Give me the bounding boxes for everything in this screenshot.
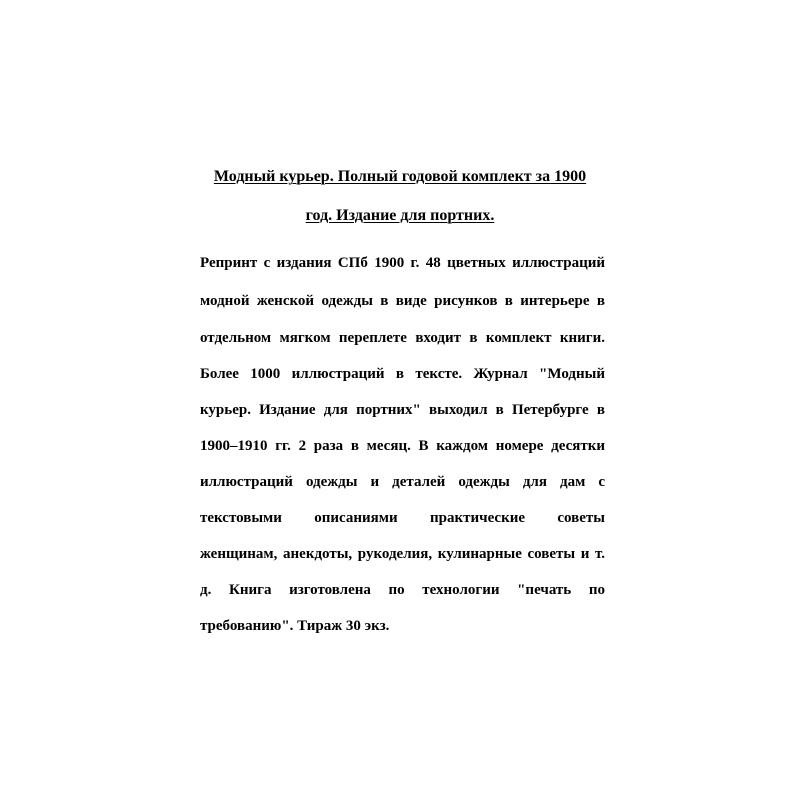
title-line-1: Модный курьер. Полный годовой комплект за 1900 — [213, 168, 587, 185]
paragraph-line: иллюстраций одежды и деталей одежды для дам с — [200, 474, 605, 490]
paragraph-line: 1900–1910 гг. 2 раза в месяц. В каждом номере десятки — [200, 438, 605, 454]
paragraph-line: Более 1000 иллюстраций в тексте. Журнал "Модный — [200, 366, 605, 382]
paragraph-line: Репринт с издания СПб 1900 г. 48 цветных иллюстраций — [200, 255, 605, 271]
paragraph-line: текстовыми описаниями практические советы — [200, 510, 605, 526]
paragraph-line: женщинам, анекдоты, рукоделия, кулинарные советы и т. — [200, 546, 605, 562]
paragraph-line: модной женской одежды в виде рисунков в интерьере в — [200, 293, 605, 309]
paragraph-line: д. Книга изготовлена по технологии "печать по — [200, 582, 605, 598]
paragraph-line: отдельном мягком переплете входит в комплект книги. — [200, 330, 605, 346]
paragraph-line: требованию". Тираж 30 экз. — [200, 618, 390, 634]
title-line-2: год. Издание для портних. — [305, 207, 495, 224]
paragraph-line: курьер. Издание для портних" выходил в Петербурге в — [200, 402, 605, 418]
